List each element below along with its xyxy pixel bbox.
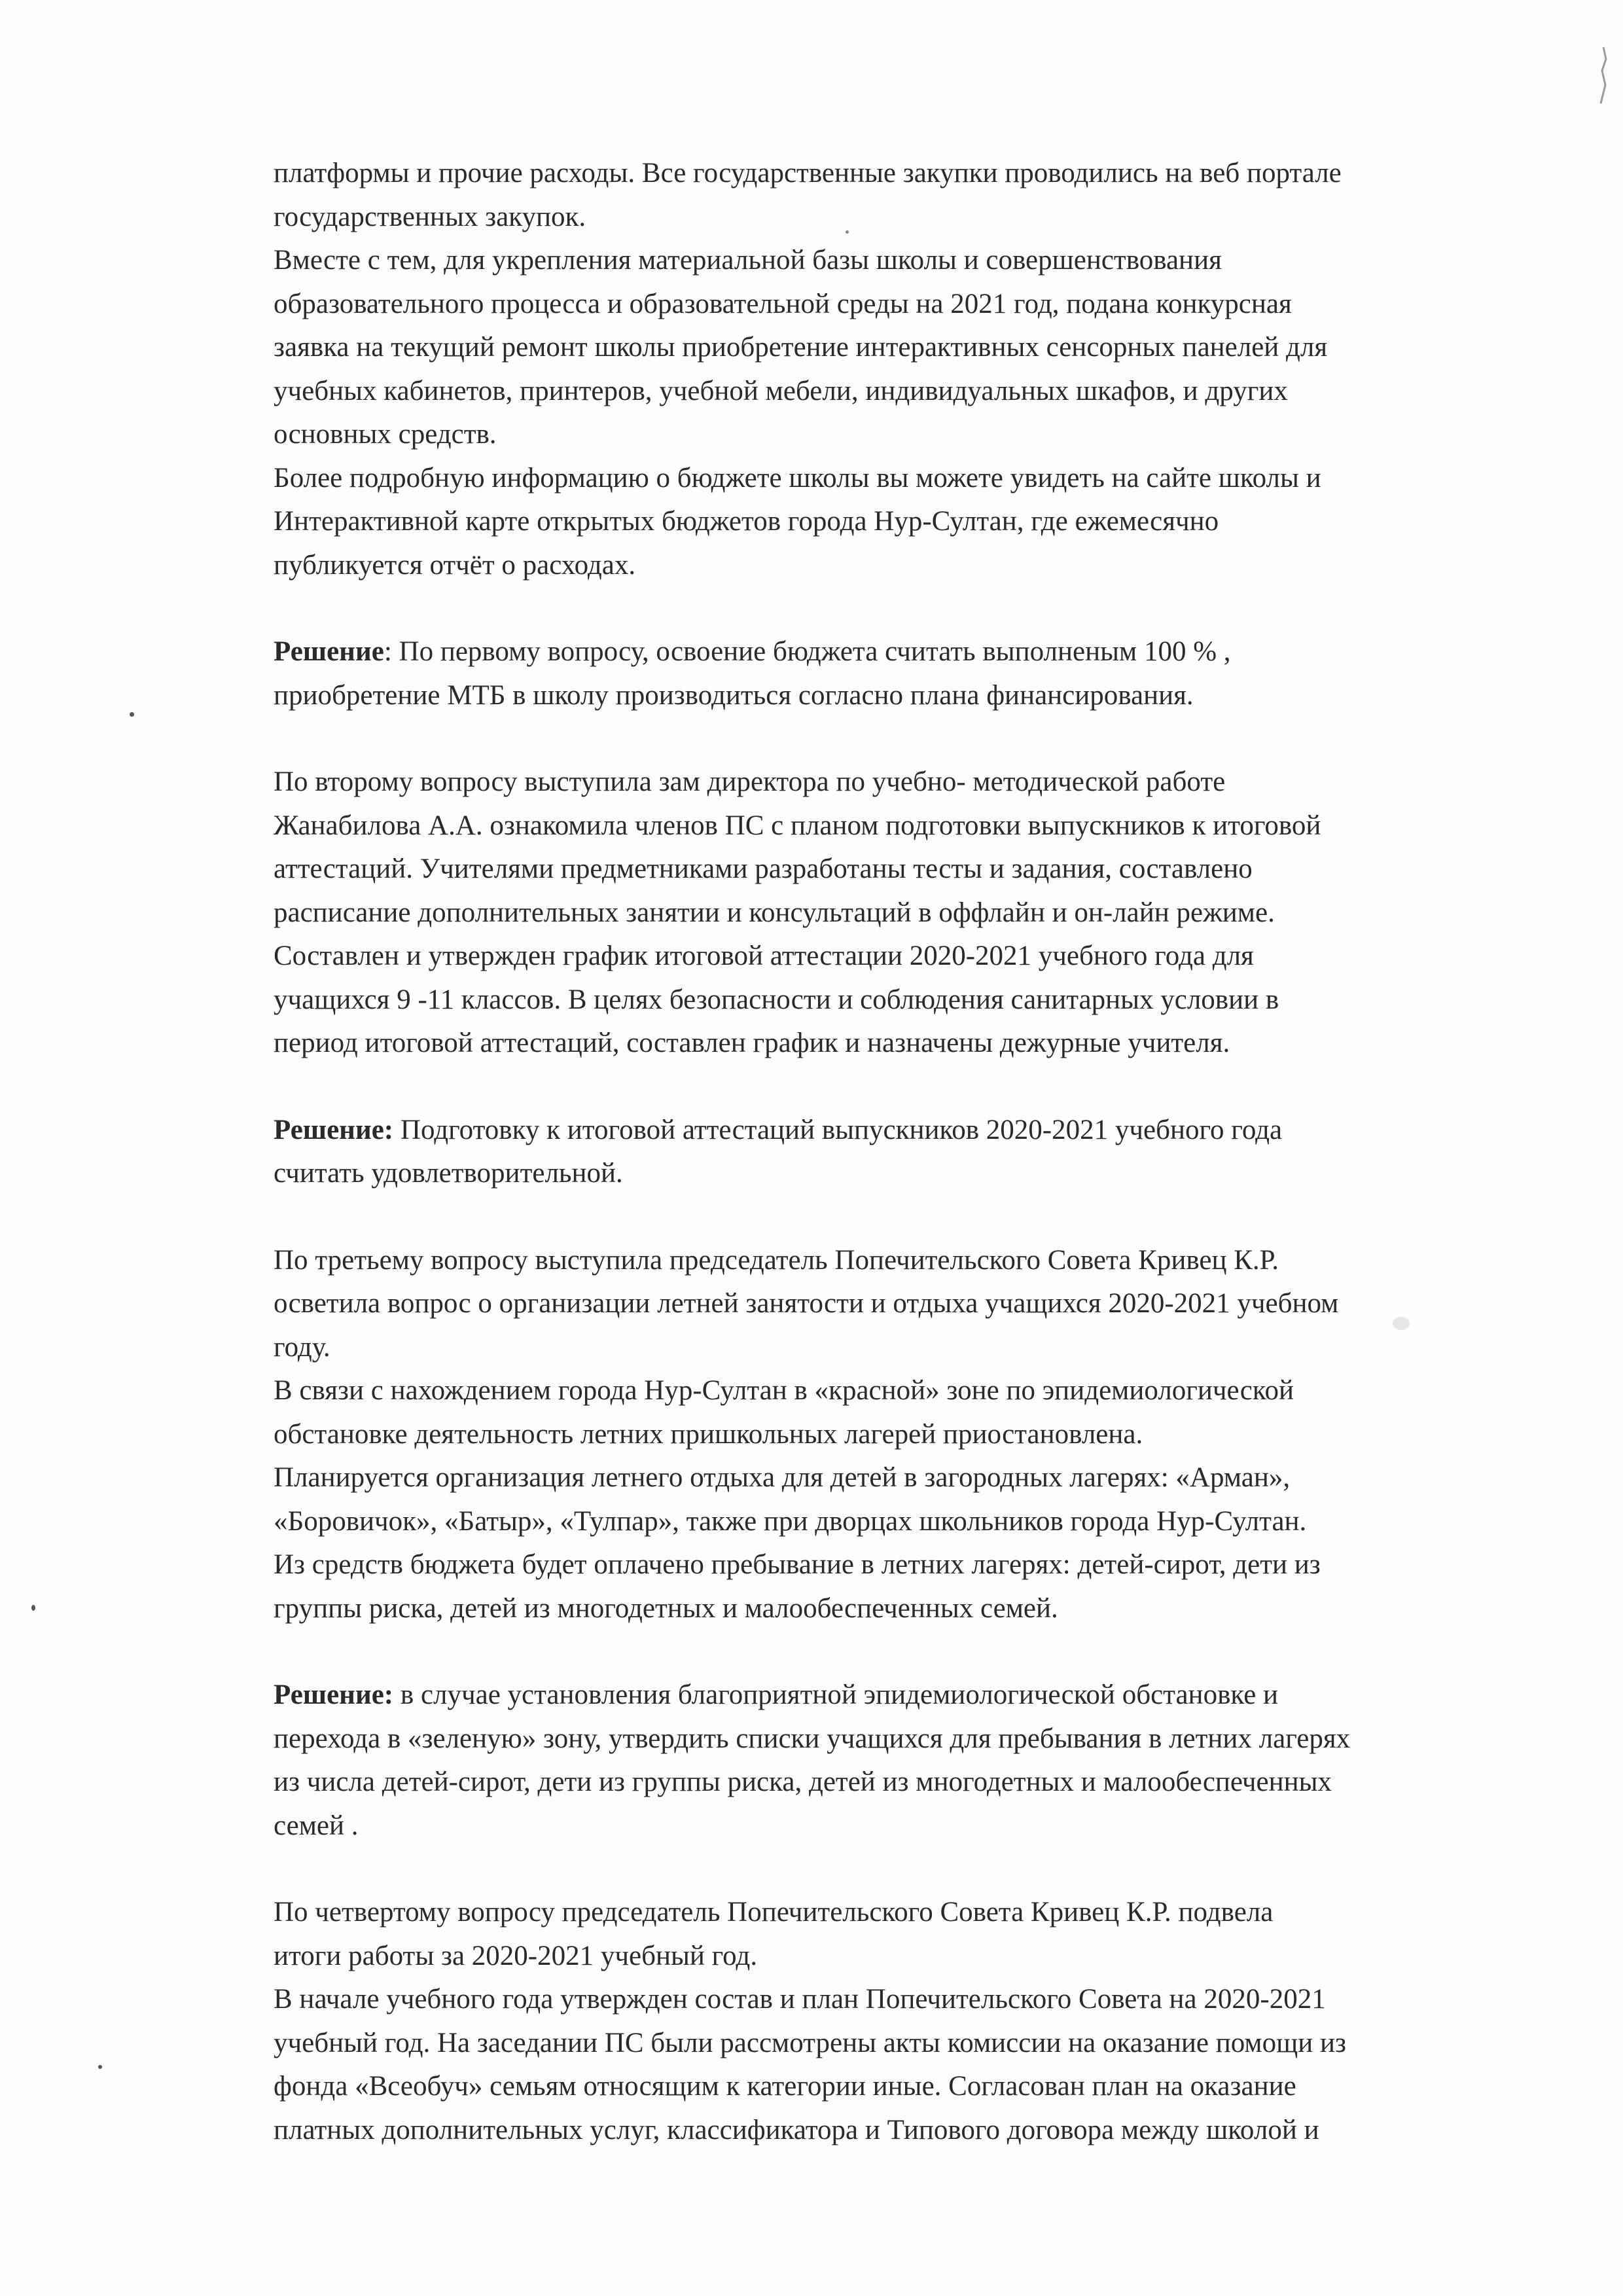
text-line: основных средств.: [274, 419, 497, 450]
text-line: платформы и прочие расходы. Все государственные закупки проводились на веб портале: [274, 158, 1342, 188]
scan-speck: [31, 1605, 35, 1611]
decision-text: в случае установления благоприятной эпидемиологической обстановке и: [393, 1679, 1279, 1710]
paragraph-third-question: [274, 1239, 1556, 1631]
text-line: из числа детей-сирот, дети из группы риска, детей из многодетных и малообеспеченных: [274, 1767, 1332, 1797]
text-line: Составлен и утвержден график итоговой аттестации 2020-2021 учебного года для: [274, 941, 1254, 971]
scan-speck: [1393, 1317, 1410, 1330]
text-line: перехода в «зеленую» зону, утвердить списки учащихся для пребывания в летних лагерях: [274, 1723, 1351, 1754]
text-line: группы риска, детей из многодетных и малообеспеченных семей.: [274, 1592, 1058, 1624]
text-line: учебных кабинетов, принтеров, учебной мебели, индивидуальных шкафов, и других: [274, 375, 1288, 406]
text-line: образовательного процесса и образовательной среды на 2021 год, подана конкурсная: [274, 288, 1292, 319]
text-line: Вместе с тем, для укрепления материальной базы школы и совершенствования: [274, 245, 1222, 276]
text-line: Интерактивной карте открытых бюджетов города Нур-Султан, где ежемесячно: [274, 506, 1219, 537]
text-line: По третьему вопросу выступила председатель Попечительского Совета Кривец К.Р.: [274, 1244, 1279, 1276]
text-line: году.: [274, 1331, 330, 1363]
decision-text: Подготовку к итоговой аттестаций выпускников 2020-2021 учебного года: [393, 1114, 1283, 1145]
text-line: государственных закупок.: [274, 201, 586, 232]
decision-label: Решение:: [274, 1114, 394, 1145]
scan-speck: [130, 712, 134, 717]
text-line: По второму вопросу выступила зам директора по учебно- методической работе: [274, 766, 1226, 797]
scan-edge-mark: [1594, 46, 1611, 105]
text-line: [274, 1674, 1556, 1717]
text-line: Планируется организация летнего отдыха для детей в загородных лагерях: «Арман»,: [274, 1462, 1291, 1493]
paragraph-decision-2: [274, 1109, 1556, 1196]
text-line: семей .: [274, 1810, 359, 1841]
decision-label: Решение:: [274, 1679, 394, 1710]
text-line: [274, 630, 1556, 674]
paragraph-decision-1: [274, 630, 1556, 717]
scan-speck: [846, 230, 849, 234]
paragraph-budget-purchases: [274, 152, 1556, 587]
text-line: платных дополнительных услуг, классификатора и Типового договора между школой и: [274, 2114, 1319, 2145]
text-line: расписание дополнительных занятии и консультаций в оффлайн и он-лайн режиме.: [274, 897, 1275, 928]
text-line: «Боровичок», «Батыр», «Тулпар», также при дворцах школьников города Нур-Султан.: [274, 1505, 1307, 1537]
text-line: обстановке деятельность летних пришкольных лагерей приостановлена.: [274, 1418, 1143, 1450]
text-line: публикуется отчёт о расходах.: [274, 549, 636, 581]
text-line: учебный год. На заседании ПС были рассмотрены акты комиссии на оказание помощи из: [274, 2027, 1346, 2058]
decision-text: По первому вопросу, освоение бюджета считать выполненым 100 % ,: [391, 636, 1231, 667]
scan-speck: [98, 2065, 102, 2069]
text-line: заявка на текущий ремонт школы приобретение интерактивных сенсорных панелей для: [274, 332, 1328, 363]
paragraph-fourth-question: [274, 1891, 1556, 2152]
text-line: приобретение МТБ в школу производиться согласно плана финансирования.: [274, 679, 1194, 711]
text-line: фонда «Всеобуч» семьям относящим к категории иные. Согласован план на оказание: [274, 2071, 1296, 2102]
text-line: Более подробную информацию о бюджете школы вы можете увидеть на сайте школы и: [274, 462, 1321, 493]
decision-label-colon: :: [383, 636, 392, 667]
text-line: считать удовлетворительной.: [274, 1158, 623, 1189]
text-line: По четвертому вопросу председатель Попечительского Совета Кривец К.Р. подвела: [274, 1897, 1274, 1928]
document-body: [274, 152, 1556, 2152]
text-line: Жанабилова А.А. ознакомила членов ПС с планом подготовки выпускников к итоговой: [274, 810, 1321, 841]
text-line: В начале учебного года утвержден состав и план Попечительского Совета на 2020-2021: [274, 1984, 1326, 2015]
text-line: итоги работы за 2020-2021 учебный год.: [274, 1940, 758, 1971]
paragraph-decision-3: [274, 1674, 1556, 1848]
paragraph-second-question: [274, 761, 1556, 1066]
text-line: период итоговой аттестаций, составлен график и назначены дежурные учителя.: [274, 1028, 1230, 1058]
text-line: [274, 1109, 1556, 1153]
text-line: осветила вопрос о организации летней занятости и отдыха учащихся 2020-2021 учебном: [274, 1288, 1339, 1319]
text-line: Из средств бюджета будет оплачено пребывание в летних лагерях: детей-сирот, дети из: [274, 1549, 1321, 1580]
decision-label: Решение: [274, 636, 384, 667]
text-line: В связи с нахождением города Нур-Султан в «красной» зоне по эпидемиологической: [274, 1375, 1294, 1406]
text-line: аттестаций. Учителями предметниками разработаны тесты и задания, составлено: [274, 853, 1253, 884]
text-line: учащихся 9 -11 классов. В целях безопасности и соблюдения санитарных условии в: [274, 984, 1279, 1015]
